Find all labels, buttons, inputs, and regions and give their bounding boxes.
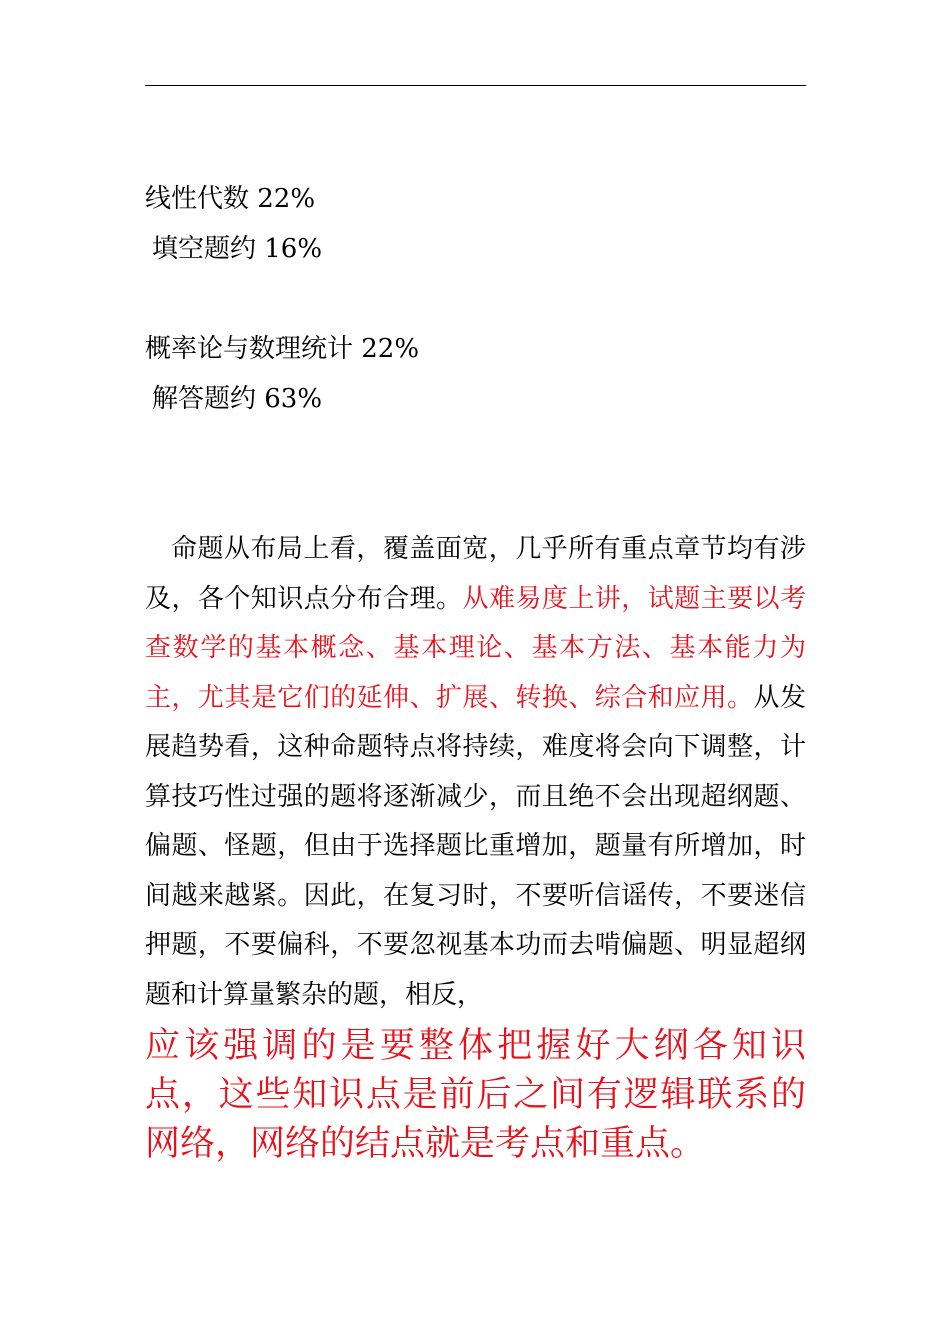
stat-probability: 概率论与数理统计 22%	[145, 334, 420, 364]
stat-fill-blank: 填空题约 16%	[152, 234, 323, 264]
paragraph-red-highlight: 从难易度上讲，试题主要以考查数学的基本概念、基本理论、基本方法、基本能力为主，尤其是它们的延伸、扩展、转换、综合和应用。	[145, 583, 806, 713]
header-rule	[145, 85, 806, 86]
stat-answer-questions: 解答题约 63%	[152, 384, 323, 414]
paragraph-part1: 命题从布局上看，覆盖面宽，几乎所有重点章节均有涉及，各个知识点分布合理。	[145, 534, 806, 614]
stat-linear-algebra: 线性代数 22%	[145, 184, 316, 214]
paragraph-part3: 从发展趋势看，这种命题特点将持续，难度将会向下调整，计算技巧性过强的题将逐渐减少，而且绝不会出现超纲题、偏题、怪题，但由于选择题比重增加，题量有所增加，时间越来越紧。因此，在复习时，不要听信谣传，不要迷信押题，不要偏科，不要忽视基本功而去啃偏题、明显超纲题和计算量繁杂的题，相反，	[145, 682, 806, 1010]
body-paragraph	[145, 525, 806, 1020]
emphasis-text: 应该强调的是要整体把握好大纲各知识点，这些知识点是前后之间有逻辑联系的网络，网络的结点就是考点和重点。	[145, 1026, 806, 1164]
